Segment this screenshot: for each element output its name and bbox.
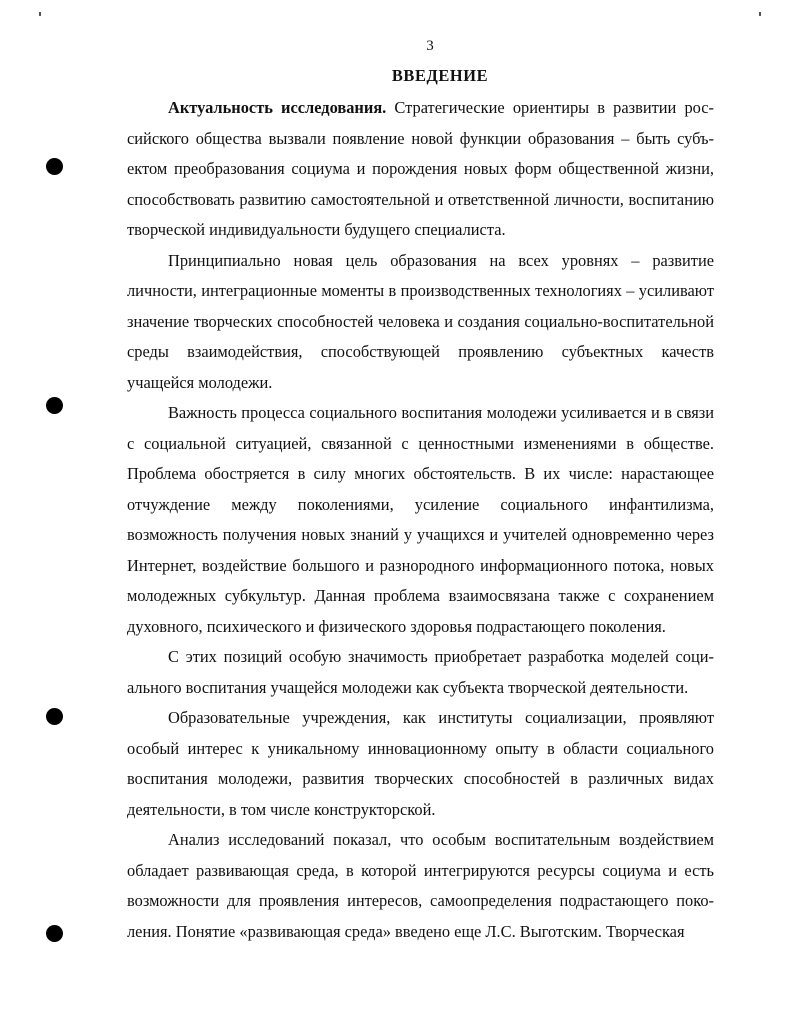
body-text — [127, 93, 714, 947]
scan-mark — [39, 12, 41, 16]
binder-hole-icon — [46, 708, 63, 725]
paragraph-text: Стратегические ориентиры в развитии российского общества вызвали появление новой функции образования – быть субъектом преобразования социума и порождения новых форм общественной жизни, способствовать развитию самостоятельной и ответственной личности, воспитанию творческой индивидуальности будущего специалиста. — [127, 98, 714, 239]
binder-hole-icon — [46, 925, 63, 942]
paragraph-lead: Актуальность исследования. — [168, 98, 387, 117]
binder-hole-icon — [46, 397, 63, 414]
paragraph: Важность процесса социального воспитания молодежи усиливается и в связи с социальной ситуацией, связанной с ценностными изменениями в обществе. Проблема обостряется в силу многих обстоятельств. В их числе: нарастающее отчуждение между поколениями, усиление социального инфантилизма, возможность получения новых знаний у учащихся и учителей одновременно через Интернет, воздействие большого и разнородного информационного потока, новых молодежных субкультур. Данная проблема взаимосвязана также с сохранением духовного, психического и физического здоровья подрастающего поколения. — [127, 403, 714, 636]
section-heading: ВВЕДЕНИЕ — [391, 66, 489, 85]
paragraph: Образовательные учреждения, как институты социализации, проявляют особый интерес к уникальному инновационному опыту в области социального воспитания молодежи, развития творческих способностей в различных видах деятельности, в том числе конструкторской. — [127, 708, 714, 819]
scan-mark — [759, 12, 761, 16]
paragraph: Анализ исследований показал, что особым воспитательным воздействием обладает развивающая среда, в которой интегрируются ресурсы социума и есть возможности для проявления интересов, самоопределения подрастающего поколения. Понятие «развивающая среда» введено еще Л.С. Выготским. Творческая — [127, 830, 714, 941]
binder-hole-icon — [46, 158, 63, 175]
paragraph: С этих позиций особую значимость приобретает разработка моделей социального воспитания учащейся молодежи как субъекта творческой деятельности. — [127, 647, 714, 697]
paragraph-relevance — [127, 93, 714, 246]
paragraph: Принципиально новая цель образования на всех уровнях – развитие личности, интеграционные моменты в производственных технологиях – усиливают значение творческих способностей человека и создания социально-воспитательной среды взаимодействия, способствующей проявлению субъектных качеств учащейся молодежи. — [127, 250, 714, 392]
page-number: 3 — [426, 38, 434, 54]
